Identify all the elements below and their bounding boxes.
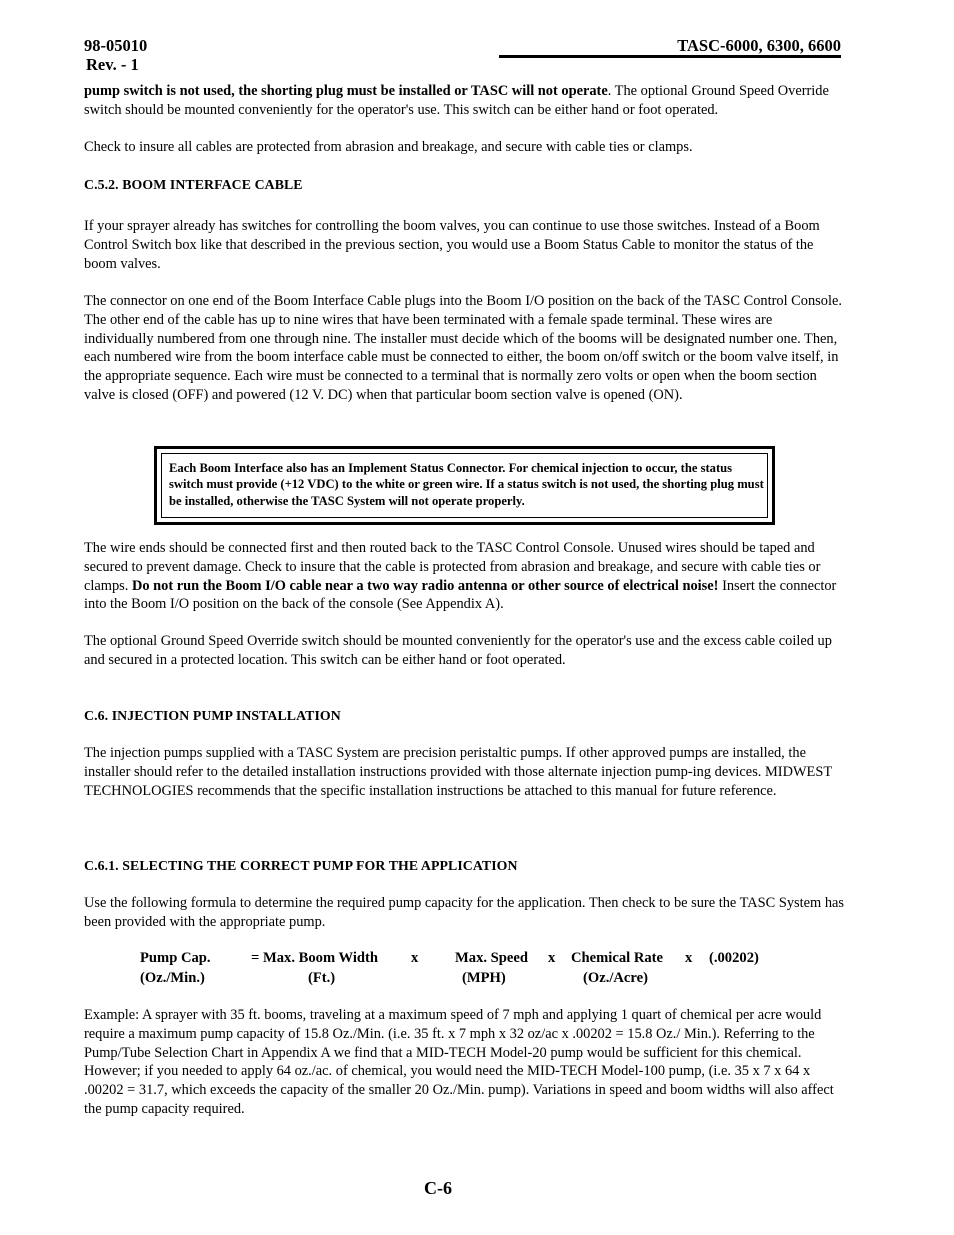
formula-term-label: Pump Cap.: [140, 950, 211, 966]
formula-operator: x: [548, 950, 556, 966]
paragraph-text: Insert the connector into the Boom I/O position on the back of the console (See Appendix A).: [84, 577, 837, 613]
document-number: 98-05010: [84, 36, 148, 55]
section-heading-boom-interface-cable: C.5.2. BOOM INTERFACE CABLE: [84, 177, 303, 192]
formula-term-unit: (Ft.): [308, 969, 336, 986]
formula-term-boom-width: [251, 949, 378, 988]
formula-term-label: = Max. Boom Width: [251, 950, 378, 966]
formula-term-chemical-rate: [571, 949, 663, 988]
formula-term-unit: (Oz./Min.): [140, 969, 205, 986]
paragraph-example: Example: A sprayer with 35 ft. booms, traveling at a maximum speed of 7 mph and applying 1 quart of chemical per acre would require a maximum pump capacity of 15.8 Oz./Min. (i.e. 35 ft. x 7 mph x 32 oz/ac x .00202 = 15.8 Oz./ Min.). Referring to the Pump/Tube Selection Chart in Appendix A we find that a MID-TECH Model-20 pump would be sufficient for this chemical. However; if you needed to apply 64 oz./ac. of chemical, you would need the MID-TECH Model-100 pump, (i.e. 35 x 7 x 64 x .00202 = 31.7, which exceeds the capacity of the smaller 20 Oz./Min. pump). Variations in speed and boom widths will also affect the pump capacity required.: [84, 1007, 834, 1117]
note-box: [154, 446, 775, 525]
product-title: TASC-6000, 6300, 6600: [677, 36, 841, 55]
note-box-inner-border: [161, 453, 768, 518]
paragraph-boom-switches: If your sprayer already has switches for controlling the boom valves, you can continue to use those switches. Instead of a Boom Control Switch box like that described in the previous section, you would use a Boom Status Cable to monitor the status of the boom valves.: [84, 218, 820, 272]
paragraph-injection-pumps: The injection pumps supplied with a TASC System are precision peristaltic pumps. If other approved pumps are installed, the installer should refer to the detailed installation instructions provided with those alternate injection pump-ing devices. MIDWEST TECHNOLOGIES recommends that the specific installation instructions be attached to this manual for future reference.: [84, 745, 832, 799]
formula-term-unit: (Oz./Acre): [583, 969, 648, 986]
page-number: C-6: [424, 1178, 452, 1198]
formula-term-label: Max. Speed: [455, 950, 528, 966]
formula-term-pump-capacity: [140, 949, 211, 988]
formula-term-constant: (.00202): [709, 950, 759, 966]
paragraph-text: . The optional Ground Speed Override switch should be mounted conveniently for the operator's use. This switch can be either hand or foot operated.: [84, 83, 829, 118]
formula-operator: x: [685, 950, 693, 966]
revision-label: Rev. - 1: [86, 55, 139, 74]
paragraph-wire-routing: [84, 539, 844, 614]
paragraph-formula-intro: Use the following formula to determine the required pump capacity for the application. Then check to be sure the TASC System has been provided with the appropriate pump.: [84, 895, 845, 930]
radio-antenna-warning: Do not run the Boom I/O cable near a two way radio antenna or other source of electrical noise!: [131, 577, 719, 594]
formula-term-max-speed: [455, 949, 528, 988]
header-rule: [499, 55, 841, 58]
note-text: Each Boom Interface also has an Implement Status Connector. For chemical injection to occur, the status switch must provide (+12 VDC) to the white or green wire. If a status switch is not used, the shorting plug must be installed, otherwise the TASC System will not operate properly.: [169, 461, 764, 508]
shorting-plug-warning: pump switch is not used, the shorting plug must be installed or TASC will not operate: [84, 83, 608, 99]
document-number-block: [84, 36, 147, 74]
paragraph-cable-protection: Check to insure all cables are protected from abrasion and breakage, and secure with cable ties or clamps.: [84, 139, 693, 155]
section-heading-injection-pump-installation: C.6. INJECTION PUMP INSTALLATION: [84, 708, 341, 723]
paragraph-boom-connector: The connector on one end of the Boom Interface Cable plugs into the Boom I/O position on the back of the TASC Control Console. The other end of the cable has up to nine wires that have been terminated with a female spade terminal. These wires are individually numbered from one through nine. The installer must decide which of the booms will be designated number one. Then, each numbered wire from the boom interface cable must be connected to either, the boom on/off switch or the boom valve itself, in the appropriate sequence. Each wire must be connected to a terminal that is normally zero volts or open when the boom section valve is closed (OFF) and powered (12 V. DC) when that particular boom section valve is opened (ON).: [84, 293, 842, 403]
paragraph-override-switch: [84, 82, 844, 120]
paragraph-ground-speed-override: The optional Ground Speed Override switch should be mounted conveniently for the operator's use and the excess cable coiled up and secured in a protected location. This switch can be either hand or foot operated.: [84, 633, 832, 668]
section-heading-selecting-pump: C.6.1. SELECTING THE CORRECT PUMP FOR THE APPLICATION: [84, 858, 518, 873]
paragraph-text: The wire ends should be connected first and then routed back to the TASC Control Console. Unused wires should be taped and secured to prevent damage. Check to insure that the cable is protected from abrasion and breakage, and secure with cable ties or clamps.: [84, 540, 821, 594]
formula-term-unit: (MPH): [462, 969, 506, 986]
formula-term-label: Chemical Rate: [571, 950, 663, 966]
formula-operator: x: [411, 950, 419, 966]
